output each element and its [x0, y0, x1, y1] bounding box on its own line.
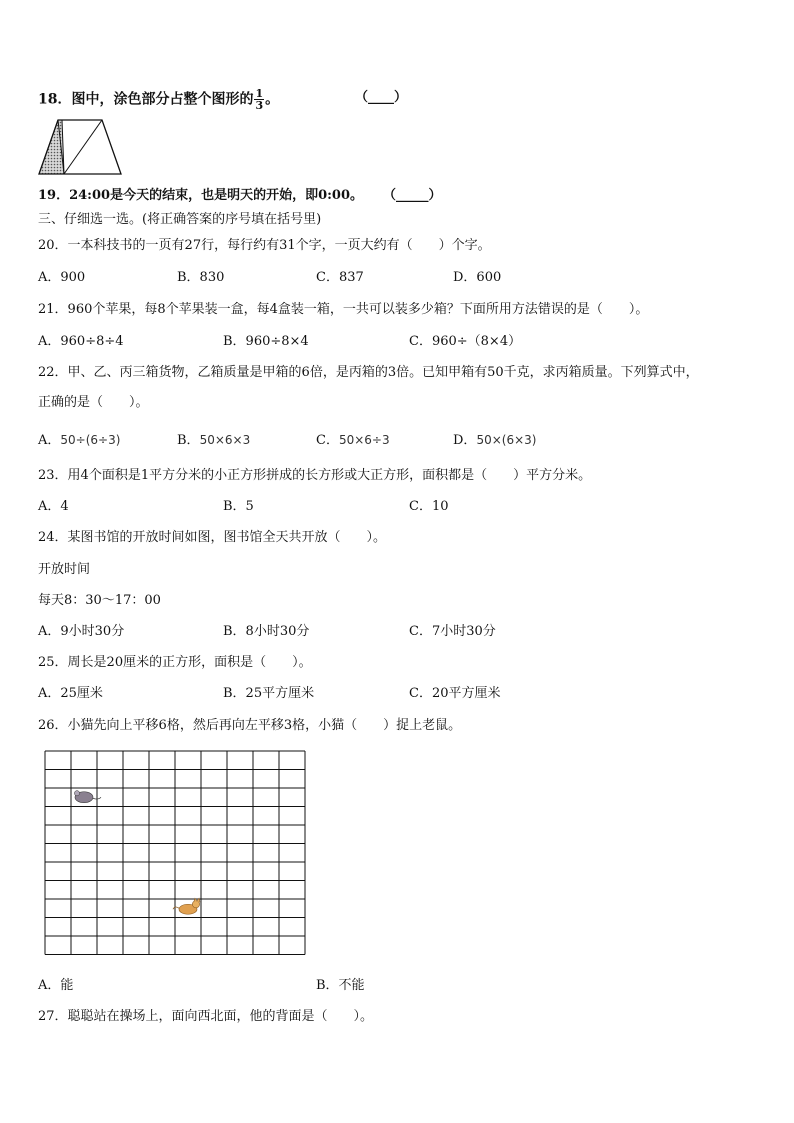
- q20-option-b[interactable]: B．830: [177, 270, 225, 285]
- q18-prefix: 18．图中，涂色部分占整个图形的: [38, 91, 254, 108]
- q21-option-c[interactable]: C．960÷（8×4）: [409, 334, 522, 349]
- section-3-title: 三、仔细选一选。(将正确答案的序号填在括号里): [38, 212, 322, 227]
- q24-option-a[interactable]: A．9小时30分: [38, 624, 125, 639]
- q20-question: 20．一本科技书的一页有27行，每行约有31个字，一页大约有（ ）个字。: [38, 238, 491, 253]
- q21-option-b[interactable]: B．960÷8×4: [223, 334, 309, 349]
- q24-option-b[interactable]: B．8小时30分: [223, 624, 310, 639]
- q23-option-b[interactable]: B．5: [223, 499, 254, 514]
- q25-option-b[interactable]: B．25平方厘米: [223, 686, 315, 701]
- q25-question: 25．周长是20厘米的正方形，面积是（ ）。: [38, 655, 312, 670]
- q24-option-c[interactable]: C．7小时30分: [409, 624, 496, 639]
- q24-question: 24．某图书馆的开放时间如图，图书馆全天共开放（ ）。: [38, 530, 387, 545]
- fraction-one-third: $\frac{1}{3}$: [255, 87, 264, 112]
- q25-option-c[interactable]: C．20平方厘米: [409, 686, 501, 701]
- q26-question: 26．小猫先向上平移6格，然后再向左平移3格，小猫（ ）捉上老鼠。: [38, 718, 462, 733]
- q23-option-c[interactable]: C．10: [409, 499, 449, 514]
- q22-option-d[interactable]: D．50×(6×3): [453, 433, 537, 448]
- q24-sign-hours: 每天8：30～17：00: [38, 593, 161, 608]
- q22-question-line2: 正确的是（ ）。: [38, 395, 149, 410]
- q19-question: 19．24:00是今天的结束，也是明天的开始，即0:00。: [38, 188, 364, 203]
- q20-option-d[interactable]: D．600: [453, 270, 502, 285]
- cat-icon: [173, 898, 200, 914]
- q26-option-a[interactable]: A．能: [38, 978, 74, 993]
- shaded-triangle: [39, 120, 64, 174]
- q21-question: 21．960个苹果，每8个苹果装一盒，每4盒装一箱，一共可以装多少箱？下面所用方法错误的是（ ）。: [38, 302, 649, 317]
- q21-option-a[interactable]: A．960÷8÷4: [38, 334, 124, 349]
- q23-question: 23．用4个面积是1平方分米的小正方形拼成的长方形或大正方形，面积都是（ ）平方分米。: [38, 468, 592, 483]
- q26-option-b[interactable]: B．不能: [316, 978, 365, 993]
- q27-question: 27．聪聪站在操场上，面向西北面，他的背面是（ ）。: [38, 1009, 374, 1024]
- q20-option-a[interactable]: A．900: [38, 270, 86, 285]
- trapezoid-figure: [38, 118, 122, 176]
- q22-option-b[interactable]: B．50×6×3: [177, 433, 251, 448]
- q24-sign-title: 开放时间: [38, 562, 91, 577]
- q22-option-a[interactable]: A．50÷(6÷3): [38, 433, 121, 448]
- q23-option-a[interactable]: A．4: [38, 499, 69, 514]
- q18-question: 18．图中，涂色部分占整个图形的 $\frac{1}{3}$ 。: [38, 87, 280, 112]
- q22-option-c[interactable]: C．50×6÷3: [316, 433, 390, 448]
- q19-answer-blank[interactable]: （_____）: [383, 188, 442, 203]
- q20-option-c[interactable]: C．837: [316, 270, 364, 285]
- q25-option-a[interactable]: A．25厘米: [38, 686, 103, 701]
- q18-answer-blank[interactable]: （____）: [355, 90, 408, 105]
- grid-figure: [44, 750, 310, 960]
- q22-question-line1: 22．甲、乙、丙三箱货物，乙箱质量是甲箱的6倍，是丙箱的3倍。已知甲箱有50千克，求丙箱质量。下列算式中，: [38, 365, 699, 380]
